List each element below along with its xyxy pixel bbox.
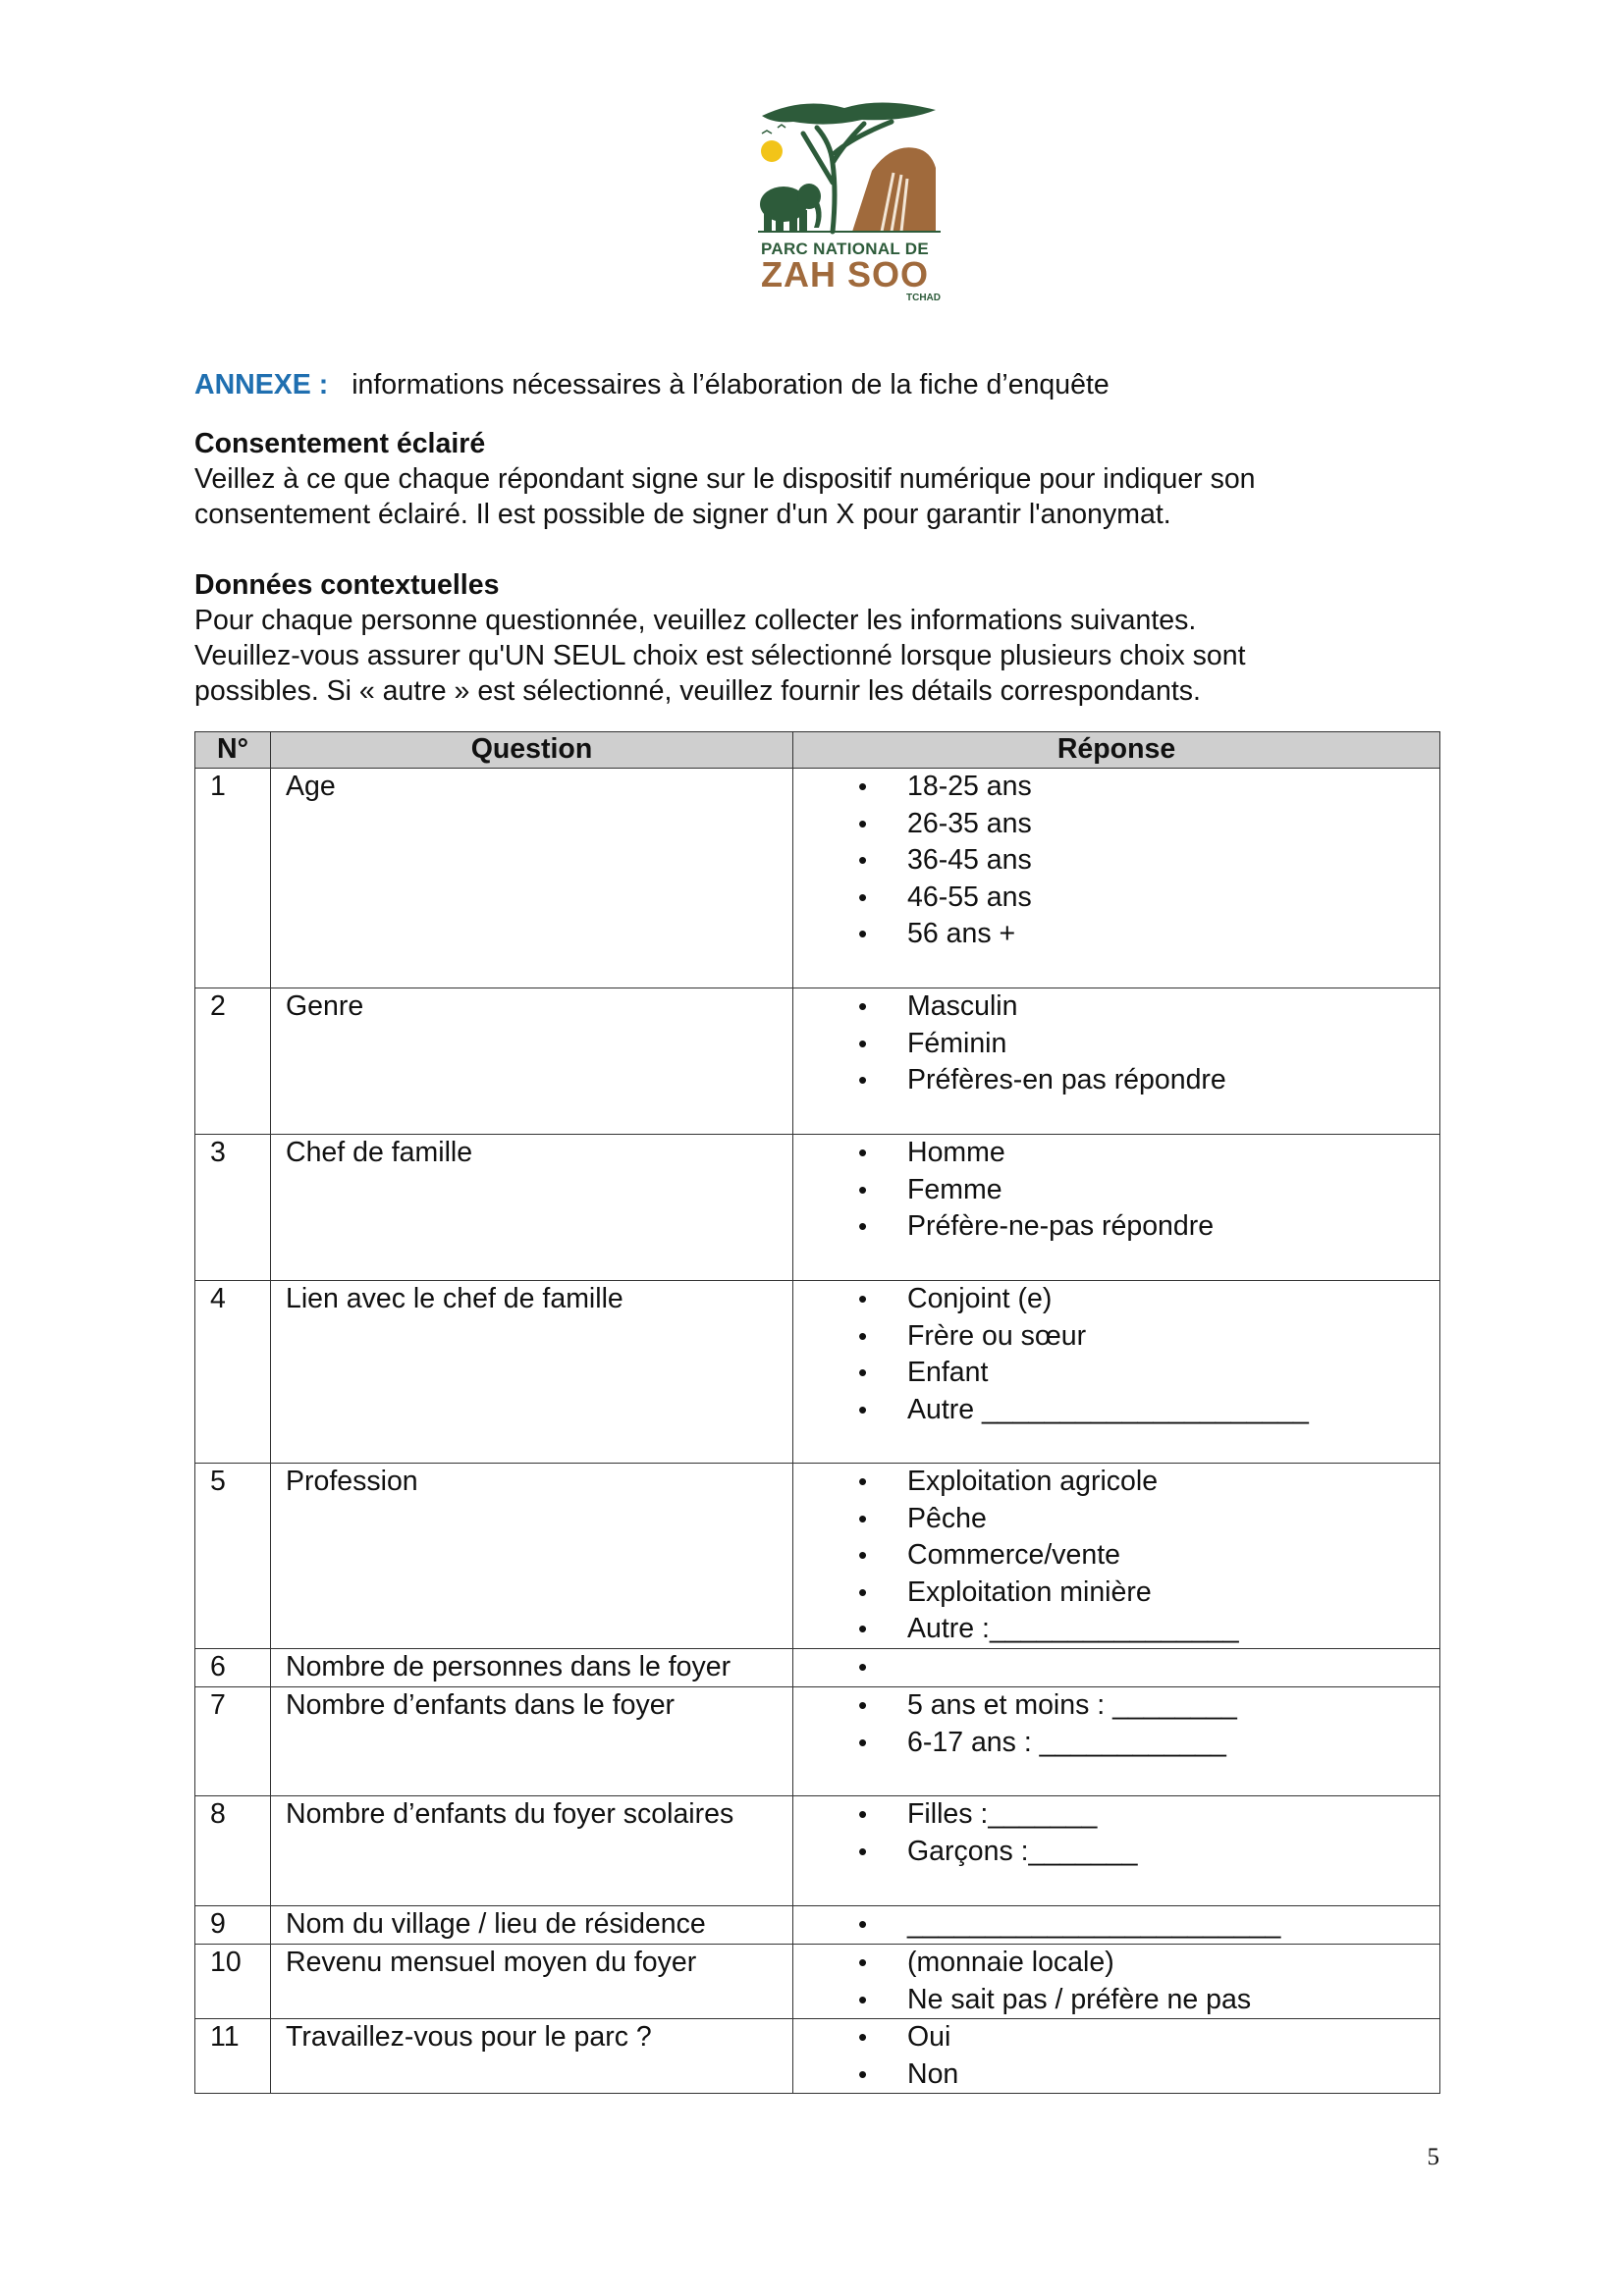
logo-line-2: ZAH SOO: [760, 254, 929, 294]
consent-section: [194, 426, 1256, 532]
row-response: [793, 1281, 1440, 1464]
table-row: [195, 988, 1440, 1135]
table-row: [195, 2019, 1440, 2094]
option-item: • 5 ans et moins : ________: [793, 1687, 1439, 1725]
row-number: 10: [195, 1945, 271, 2019]
row-response: [793, 1135, 1440, 1281]
option-item: • Exploitation agricole: [793, 1464, 1439, 1501]
option-item: • 36-45 ans: [793, 842, 1439, 880]
park-logo: [734, 94, 955, 310]
option-item: • Filles :_______: [793, 1796, 1439, 1834]
option-item: • Oui: [793, 2019, 1439, 2056]
row-number: 4: [195, 1281, 271, 1464]
row-response: [793, 1945, 1440, 2019]
page-number: 5: [1427, 2144, 1439, 2170]
row-response: [793, 1906, 1440, 1945]
option-item: • Autre _____________________: [793, 1392, 1439, 1429]
table-header-row: [195, 732, 1440, 769]
row-question: Revenu mensuel moyen du foyer: [271, 1945, 793, 2019]
option-item: • Exploitation minière: [793, 1575, 1439, 1612]
table-row: [195, 1649, 1440, 1687]
option-item: • 18-25 ans: [793, 769, 1439, 806]
logo-line-3: TCHAD: [906, 293, 941, 303]
option-item: • Autre :________________: [793, 1611, 1439, 1648]
table-row: [195, 1906, 1440, 1945]
header-response: Réponse: [793, 732, 1440, 769]
consent-heading: Consentement éclairé: [194, 428, 486, 459]
row-response: [793, 1796, 1440, 1906]
option-item: • Non: [793, 2056, 1439, 2094]
row-question: Profession: [271, 1464, 793, 1649]
option-item: • Masculin: [793, 988, 1439, 1026]
park-logo-emblem: [734, 94, 955, 241]
consent-line: Veillez à ce que chaque répondant signe sur le dispositif numérique pour indiquer son: [194, 463, 1256, 495]
row-number: 8: [195, 1796, 271, 1906]
table-row: [195, 769, 1440, 988]
option-item: • ________________________: [793, 1906, 1439, 1944]
row-number: 3: [195, 1135, 271, 1281]
row-response: [793, 769, 1440, 988]
row-number: 6: [195, 1649, 271, 1687]
context-line: possibles. Si « autre » est sélectionné, veuillez fournir les détails correspondants.: [194, 675, 1201, 707]
tree-canopy-icon: [762, 102, 936, 124]
option-item: • Féminin: [793, 1026, 1439, 1063]
option-item: • 46-55 ans: [793, 880, 1439, 917]
row-number: 7: [195, 1687, 271, 1796]
option-item: • Pêche: [793, 1501, 1439, 1538]
context-line: Pour chaque personne questionnée, veuillez collecter les informations suivantes.: [194, 605, 1197, 636]
option-item: • Ne sait pas / préfère ne pas: [793, 1982, 1439, 2019]
row-question: Age: [271, 769, 793, 988]
option-item: • Garçons :_______: [793, 1834, 1439, 1871]
row-response: [793, 988, 1440, 1135]
annexe-label: ANNEXE :: [194, 369, 329, 400]
birds-icon: [762, 125, 785, 133]
context-section: [194, 567, 1246, 709]
row-question: Nombre de personnes dans le foyer: [271, 1649, 793, 1687]
context-line: Veuillez-vous assurer qu'UN SEUL choix est sélectionné lorsque plusieurs choix sont: [194, 640, 1246, 671]
survey-table: [194, 731, 1440, 2094]
row-question: Lien avec le chef de famille: [271, 1281, 793, 1464]
table-row: [195, 1135, 1440, 1281]
row-number: 5: [195, 1464, 271, 1649]
row-response: [793, 1649, 1440, 1687]
option-item: • Homme: [793, 1135, 1439, 1172]
table-row: [195, 1796, 1440, 1906]
row-response: [793, 1687, 1440, 1796]
option-item: • Conjoint (e): [793, 1281, 1439, 1318]
table-row: [195, 1945, 1440, 2019]
row-question: Nombre d’enfants dans le foyer: [271, 1687, 793, 1796]
logo-line-1: PARC NATIONAL DE: [760, 240, 930, 258]
option-item: • Préfère-ne-pas répondre: [793, 1208, 1439, 1246]
row-question: Travaillez-vous pour le parc ?: [271, 2019, 793, 2094]
row-number: 11: [195, 2019, 271, 2094]
row-question: Genre: [271, 988, 793, 1135]
option-item: • 26-35 ans: [793, 806, 1439, 843]
option-item: • 56 ans +: [793, 916, 1439, 953]
option-item: • Préfères-en pas répondre: [793, 1062, 1439, 1099]
header-question: Question: [271, 732, 793, 769]
consent-line: consentement éclairé. Il est possible de signer d'un X pour garantir l'anonymat.: [194, 499, 1171, 530]
option-item: • (monnaie locale): [793, 1945, 1439, 1982]
context-heading: Données contextuelles: [194, 569, 500, 601]
row-number: 1: [195, 769, 271, 988]
elephant-icon: [760, 184, 822, 232]
row-number: 9: [195, 1906, 271, 1945]
table-row: [195, 1464, 1440, 1649]
option-item: • Frère ou sœur: [793, 1318, 1439, 1356]
row-question: Nombre d’enfants du foyer scolaires: [271, 1796, 793, 1906]
option-item: • Commerce/vente: [793, 1537, 1439, 1575]
option-item: • 6-17 ans : ____________: [793, 1725, 1439, 1762]
header-number: N°: [195, 732, 271, 769]
row-question: Chef de famille: [271, 1135, 793, 1281]
table-row: [195, 1281, 1440, 1464]
option-item: • Enfant: [793, 1355, 1439, 1392]
row-question: Nom du village / lieu de résidence: [271, 1906, 793, 1945]
row-response: [793, 1464, 1440, 1649]
row-number: 2: [195, 988, 271, 1135]
sun-icon: [761, 140, 783, 162]
option-item: • Femme: [793, 1172, 1439, 1209]
annexe-line: [194, 367, 1110, 402]
table-row: [195, 1687, 1440, 1796]
annexe-text: informations nécessaires à l’élaboration de la fiche d’enquête: [352, 369, 1110, 400]
row-response: [793, 2019, 1440, 2094]
